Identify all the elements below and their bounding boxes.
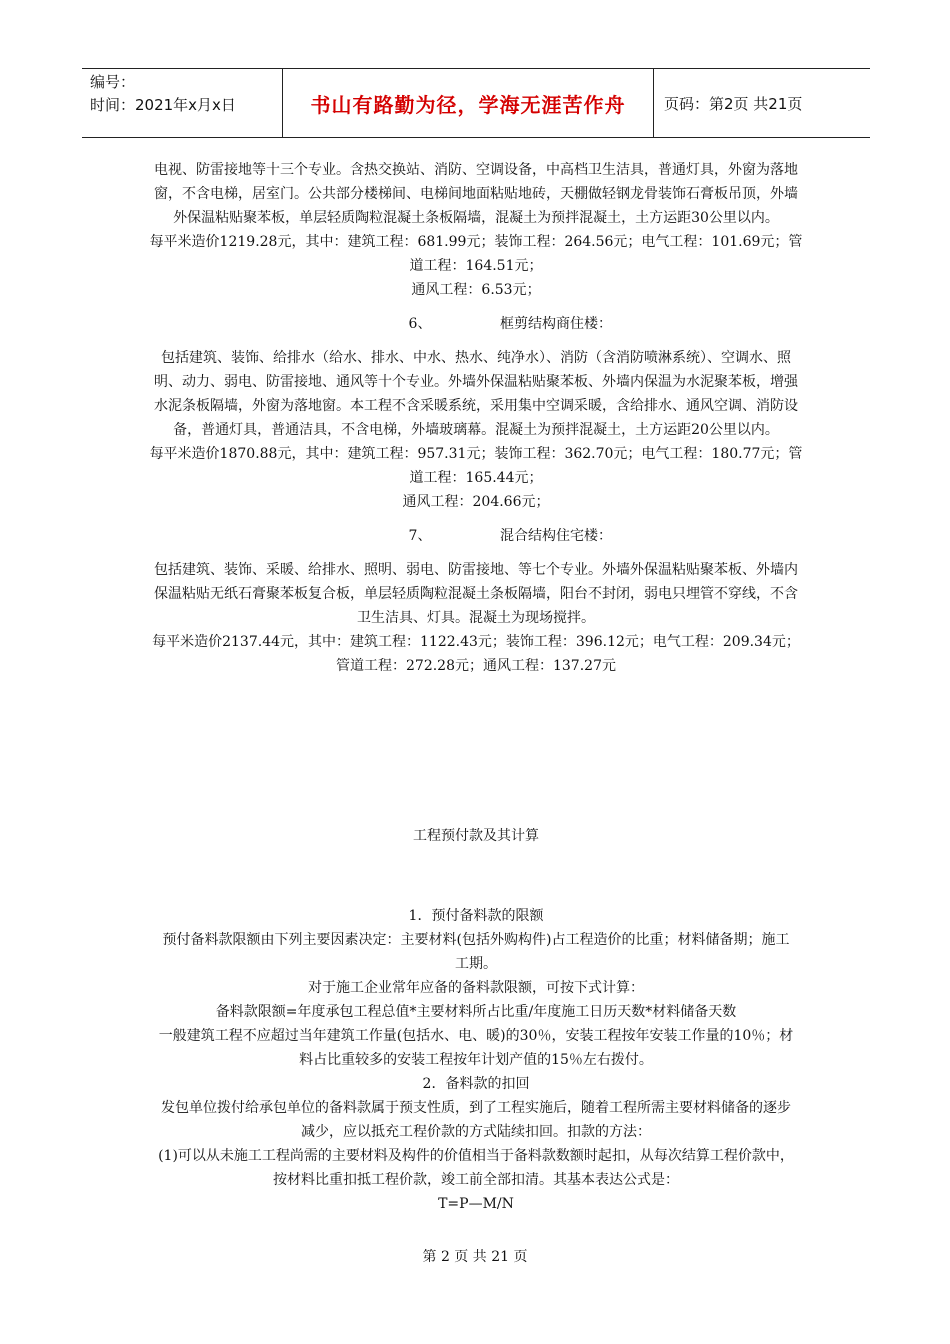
text-line: 工期。 xyxy=(455,956,497,972)
formula-line: T=P—M/N xyxy=(438,1196,514,1212)
cost-line: 通风工程：204.66元； xyxy=(402,494,550,510)
section-title: 工程预付款及其计算 xyxy=(413,828,539,844)
section-heading xyxy=(140,524,812,548)
section-title: 混合结构住宅楼： xyxy=(500,528,612,544)
section-title: 框剪结构商住楼： xyxy=(500,316,612,332)
text-line: 备，普通灯具，普通洁具，不含电梯，外墙玻璃幕。混凝土为预拌混凝土，土方运距20公里以内。 xyxy=(173,422,779,438)
text-line: 减少，应以抵充工程价款的方式陆续扣回。扣款的方法： xyxy=(301,1124,651,1140)
page-footer: 第 2 页 共 21 页 xyxy=(422,1249,528,1265)
cost-line: 每平米造价1870.88元，其中：建筑工程：957.31元；装饰工程：362.70元；电气工程：180.77元；管 xyxy=(149,446,803,462)
text-line: 明、动力、弱电、防雷接地、通风等十个专业。外墙外保温粘贴聚苯板、外墙内保温为水泥聚苯板，增强 xyxy=(154,374,798,390)
text-line: (1)可以从未施工工程尚需的主要材料及构件的价值相当于备料款数额时起扣，从每次结算工程价款中， xyxy=(158,1148,794,1164)
text-line: 包括建筑、装饰、给排水（给水、排水、中水、热水、纯净水）、消防（含消防喷淋系统）、空调水、照 xyxy=(161,350,791,366)
section-number: 6、 xyxy=(408,316,432,332)
section-number: 7、 xyxy=(408,528,432,544)
text-line: 保温粘贴无纸石膏聚苯板复合板，单层轻质陶粒混凝土条板隔墙，阳台不封闭，弱电只埋管不穿线，不含 xyxy=(154,586,798,602)
header-page-number: 页码：第2页 共21页 xyxy=(664,94,803,113)
header-motto: 书山有路勤为径，学海无涯苦作舟 xyxy=(282,69,654,137)
cost-line: 每平米造价2137.44元，其中：建筑工程：1122.43元；装饰工程：396.12元；电气工程：209.34元； xyxy=(152,634,800,650)
document-number-label: 编号： xyxy=(90,73,136,91)
header-meta xyxy=(82,69,282,137)
text-line: 预付备料款限额由下列主要因素决定：主要材料(包括外购构件)占工程造价的比重；材料储备期；施工 xyxy=(162,932,790,948)
text-line: 水泥条板隔墙，外窗为落地窗。本工程不含采暖系统，采用集中空调采暖，含给排水、通风空调、消防设 xyxy=(154,398,798,414)
subsection-title: 1．预付备料款的限额 xyxy=(408,908,544,924)
text-line: 一般建筑工程不应超过当年建筑工作量(包括水、电、暖)的30％，安装工程按年安装工作量的10％；材 xyxy=(158,1028,794,1044)
text-line: 对于施工企业常年应备的备料款限额，可按下式计算： xyxy=(308,980,644,996)
cost-line: 道工程：164.51元； xyxy=(409,258,543,274)
section-heading xyxy=(140,312,812,336)
text-line: 卫生洁具、灯具。混凝土为现场搅拌。 xyxy=(357,610,595,626)
text-line: 外保温粘贴聚苯板，单层轻质陶粒混凝土条板隔墙，混凝土为预拌混凝土，土方运距30公里以内。 xyxy=(173,210,779,226)
text-line: 料占比重较多的安装工程按年计划产值的15％左右拨付。 xyxy=(299,1052,653,1068)
formula-line: 备料款限额=年度承包工程总值*主要材料所占比重/年度施工日历天数*材料储备天数 xyxy=(215,1004,737,1020)
text-line: 窗，不含电梯，居室门。公共部分楼梯间、电梯间地面粘贴地砖，天棚做轻钢龙骨装饰石膏板吊顶，外墙 xyxy=(154,186,798,202)
text-line: 发包单位拨付给承包单位的备料款属于预支性质，到了工程实施后，随着工程所需主要材料储备的逐步 xyxy=(161,1100,791,1116)
cost-line: 道工程：165.44元； xyxy=(409,470,543,486)
text-line: 按材料比重扣抵工程价款，竣工前全部扣清。其基本表达公式是： xyxy=(273,1172,679,1188)
cost-line: 每平米造价1219.28元，其中：建筑工程：681.99元；装饰工程：264.56元；电气工程：101.69元；管 xyxy=(149,234,803,250)
cost-line: 管道工程：272.28元；通风工程：137.27元 xyxy=(336,658,616,674)
subsection-title: 2．备料款的扣回 xyxy=(422,1076,530,1092)
document-body xyxy=(140,158,812,1216)
document-date: 时间：2021年x月x日 xyxy=(90,96,236,114)
page-header xyxy=(82,68,870,138)
cost-line: 通风工程：6.53元； xyxy=(411,282,541,298)
text-line: 包括建筑、装饰、采暖、给排水、照明、弱电、防雷接地、等七个专业。外墙外保温粘贴聚苯板、外墙内 xyxy=(154,562,798,578)
text-line: 电视、防雷接地等十三个专业。含热交换站、消防、空调设备，中高档卫生洁具，普通灯具，外窗为落地 xyxy=(154,162,798,178)
